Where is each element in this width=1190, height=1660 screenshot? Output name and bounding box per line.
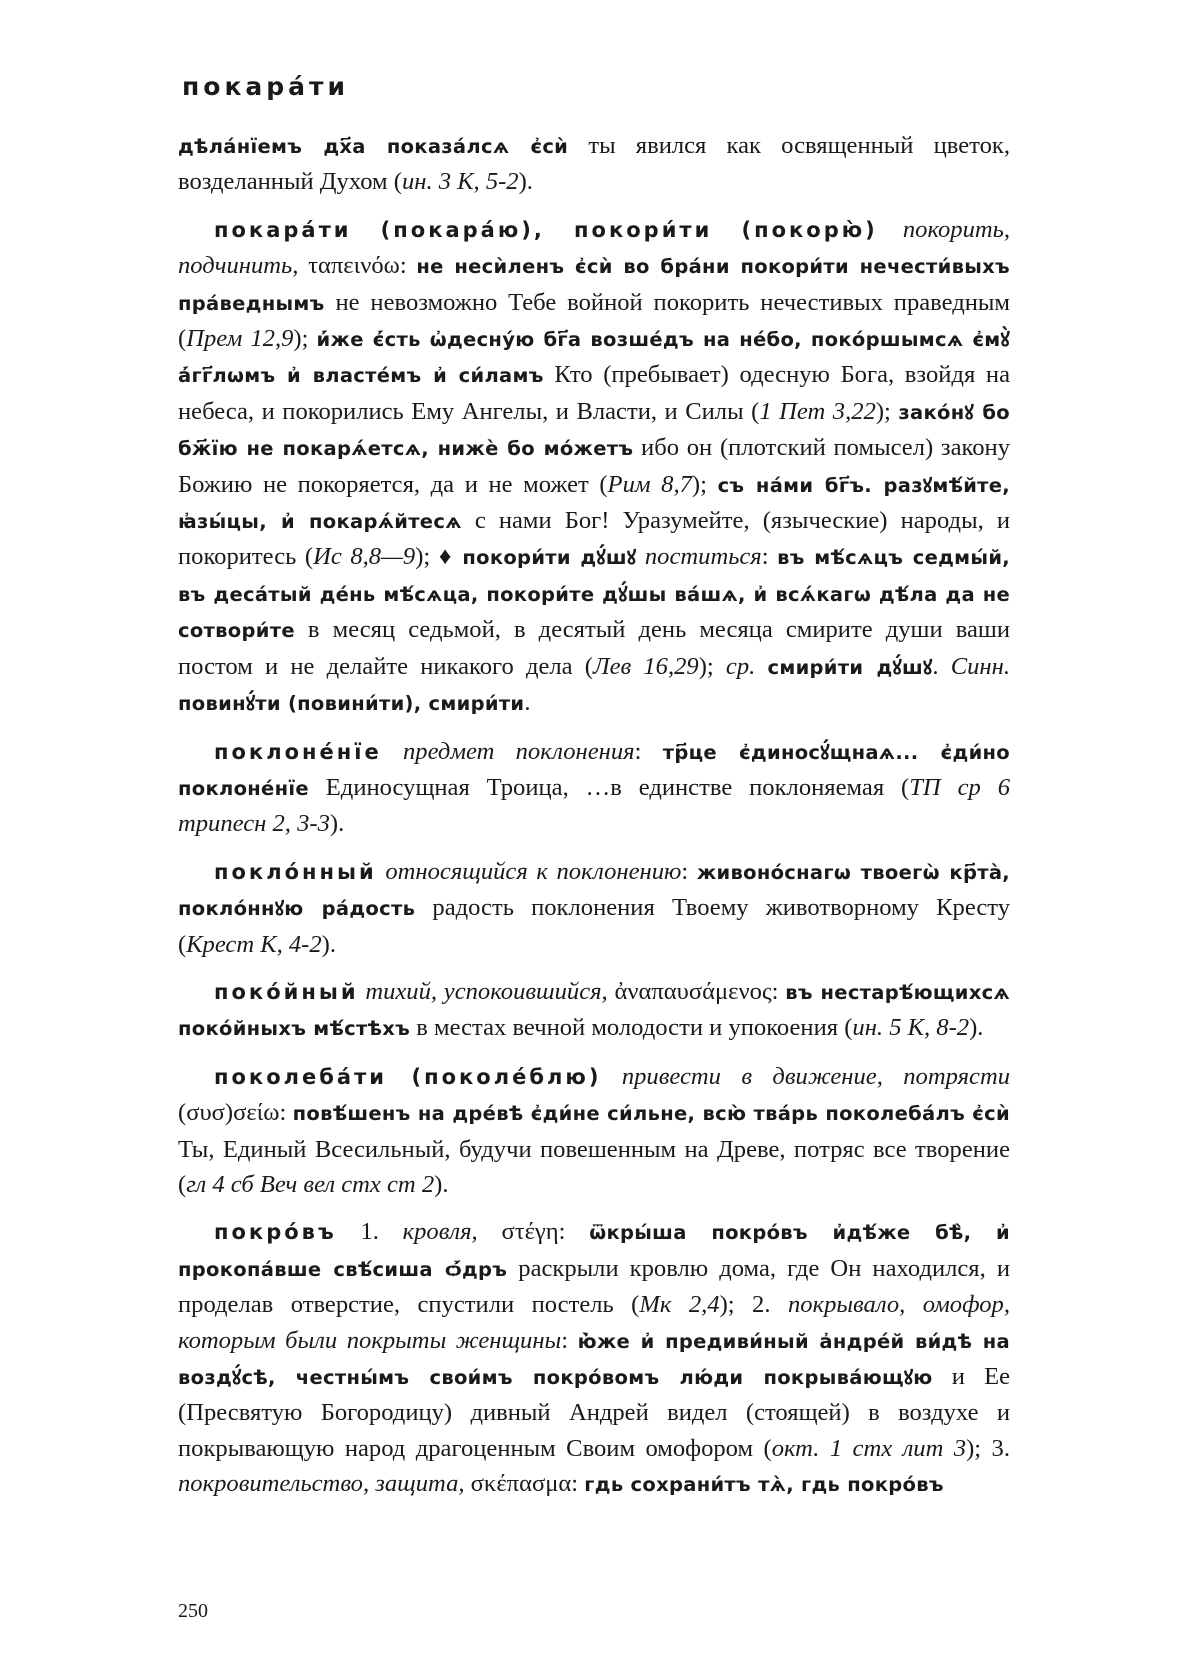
italic-text: кровля, [402,1218,478,1246]
text: ); ♦ [415,543,463,571]
italic-text: предмет поклонения [402,737,635,765]
text: с нами Бог! Уразумейте, (языческие) народы, и покоритесь ( [178,507,1010,571]
italic-text: Прем 12,9 [186,325,294,353]
headword: поколеба́ти (поколе́блю) [214,1064,602,1089]
entry-pokojnyj [178,974,1010,1047]
text: ). [434,1170,449,1198]
entry-pokarati [178,212,1010,722]
text: ). [329,810,345,838]
text: ); 3. [966,1434,1010,1462]
headword: покара́ти (покара́ю), покори́ти (покорю̀) [214,217,878,242]
church-slavonic-quote: съ на́ми бг҃ъ. разꙋмѣ́йте, ꙗ҆зы́цы, и҆ покарѧ́йтесѧ [178,473,1011,534]
italic-text: ин. 5 К, 8-2 [852,1014,970,1042]
text [601,1063,621,1090]
page-number: 250 [178,1600,208,1622]
text: ибо он (плотский помысел) закону Божию не покоряется, да и не может ( [178,434,1011,498]
text: . [524,689,531,717]
text [382,738,403,765]
entry-continuation [178,128,1010,200]
headword: поко́йный [214,979,359,1004]
italic-text: Рим 8,7 [607,470,692,498]
text [755,653,767,680]
church-slavonic-quote: и҆́же є҆́сть ѡ҆десну́ю бг҃а возше́дъ на не́бо, поко́ршымсѧ є҆мꙋ̀ а҆́гг҃лѡмъ и҆ власте́мъ и҆ си́ламъ [178,328,1010,388]
church-slavonic-quote: покори́ти дꙋ́шꙋ [462,546,637,570]
text: ); [293,325,317,353]
church-slavonic-quote: зако́нꙋ бо бж҃їю не покарѧ́етсѧ, нижѐ бо мо́жетъ [178,400,1010,461]
italic-text: покрывало, омофор, которым были покрыты женщины [178,1291,1010,1354]
church-slavonic-quote: живоно́снагѡ твоегѡ̀ кр҃тà, покло́ннꙋю ра́дость [178,860,1010,921]
text: ); [875,397,899,425]
italic-text: 1 Пет 3,22 [759,397,876,425]
text [636,543,645,570]
text: ); [691,470,718,498]
text: ); [698,652,726,680]
text: . [932,652,951,680]
entry-pokolebati [178,1059,1010,1203]
church-slavonic-quote: ѿкры́ша покро́въ и҆дѣ́же бѣ̀, и҆ прокопа́вше свѣ́сиша ѻ҆́дръ [178,1221,1010,1281]
text: : [561,1326,578,1354]
church-slavonic-quote: повинꙋ́ти (повини́ти), смири́ти [178,692,525,716]
church-slavonic-quote: ю҆̀же и҆ предиви́ный а҆ндре́й ви́дѣ на воздꙋ́сѣ, честны́мъ свои́мъ покро́вомъ лю́ди покрыва́ющꙋю [178,1329,1010,1389]
text: раскрыли кровлю дома, где Он находился, и проделав отверстие, спустили постель ( [178,1254,1010,1319]
italic-text: ТП ср 6 трипесн 2, 3-3 [178,773,1010,838]
text: ); 2. [719,1291,788,1319]
text: радость поклонения Твоему животворному Кресту ( [178,894,1010,958]
text: ). [321,930,337,958]
text: не невозможно Тебе войной покорить нечестивых праведным ( [178,288,1010,353]
text: Кто (пребывает) одесную Бога, взойдя на небеса, и покорились Ему Ангелы, и Власти, и Силы ( [178,361,1010,425]
church-slavonic-quote: гдь сохрани́тъ тѧ̀, гдь покро́въ [584,1473,944,1497]
church-slavonic-quote: въ нестарѣ́ющихсѧ поко́йныхъ мѣ́стѣхъ [178,980,1010,1041]
entry-poklonnyj [178,854,1010,962]
text: : [634,737,663,765]
text: ἀναπαυσάμενος: [607,977,786,1005]
text: σκέπασμα: [464,1470,585,1498]
italic-text: Мк 2,4 [639,1291,720,1319]
church-slavonic-quote: дѣла́нїемъ дх҃а показа́лсѧ є҆сѝ [178,135,569,158]
italic-text: Крест К, 4-2 [186,930,322,958]
text: ). [969,1014,984,1042]
church-slavonic-quote: тр҃це є҆диносꙋ́щнаѧ... є҆ди́но поклоне́нїе [178,740,1011,800]
italic-text: привести в движение, потрясти [621,1062,1010,1090]
church-slavonic-quote: не несѝленъ є҆сѝ во бра́ни покори́ти нечести́выхъ пра́веднымъ [178,255,1010,315]
entries-column [178,128,1010,1515]
italic-text: поститься [644,543,762,571]
italic-text: ин. 3 К, 5-2 [401,168,519,196]
running-head: покара́ти [182,72,350,101]
text [878,216,903,243]
church-slavonic-quote: смири́ти дꙋ́шꙋ [767,655,933,679]
italic-text: гл 4 сб Веч вел стх ст 2 [186,1170,435,1198]
text: 1. [336,1218,403,1246]
text: ταπεινόω: [298,252,417,280]
text: : [761,543,778,571]
text: Единосущная Троица, …в единстве поклоняемая ( [308,773,910,801]
church-slavonic-quote: въ мѣ́сѧцъ седмы́й, въ деса́тый де́нь мѣ́сѧца, покори́те дꙋ́шы ва́шѧ, и҆ всѧ́кагѡ дѣ́ла да не сотвори́те [178,546,1011,643]
headword: покло́нный [214,859,377,884]
text: и Ее (Пресвятую Богородицу) дивный Андрей видел (стоящей) в воздухе и покрывающую народ драгоценным Своим омофором ( [178,1363,1011,1462]
text: (συσ)σείω: [178,1099,293,1127]
church-slavonic-quote: повѣ́шенъ на дре́вѣ є҆ди́не си́льне, всю̀ тва́рь поколеба́лъ є҆сѝ [292,1102,1010,1126]
text: : [681,857,697,885]
italic-text: тихий, успокоившийся, [365,977,608,1005]
italic-text: относящийся к поклонению [385,857,682,885]
italic-text: ср. [725,652,756,680]
entry-pokrov [178,1214,1010,1502]
entry-poklonenie [178,734,1010,842]
italic-text: окт. 1 стх лит 3 [771,1434,967,1462]
text: в месяц седьмой, в десятый день месяца смирите души ваши постом и не делайте никакого дела ( [178,616,1010,680]
text: ты явился как освященный цветок, возделанный Духом ( [178,132,1010,196]
text: Ты, Единый Всесильный, будучи повешенным на Древе, потряс все творение ( [178,1135,1010,1198]
italic-text: покровительство, защита, [178,1470,465,1498]
text: в местах вечной молодости и упокоения ( [410,1014,853,1042]
text: ). [518,168,533,196]
headword: покро́въ [214,1220,337,1245]
italic-text: Лев 16,29 [592,652,699,680]
text: στέγη: [477,1218,590,1246]
italic-text: Ис 8,8—9 [313,543,416,571]
italic-text: Синн. [950,652,1010,680]
italic-text: покорить, подчинить, [178,215,1010,280]
headword: поклоне́нїе [214,739,382,764]
